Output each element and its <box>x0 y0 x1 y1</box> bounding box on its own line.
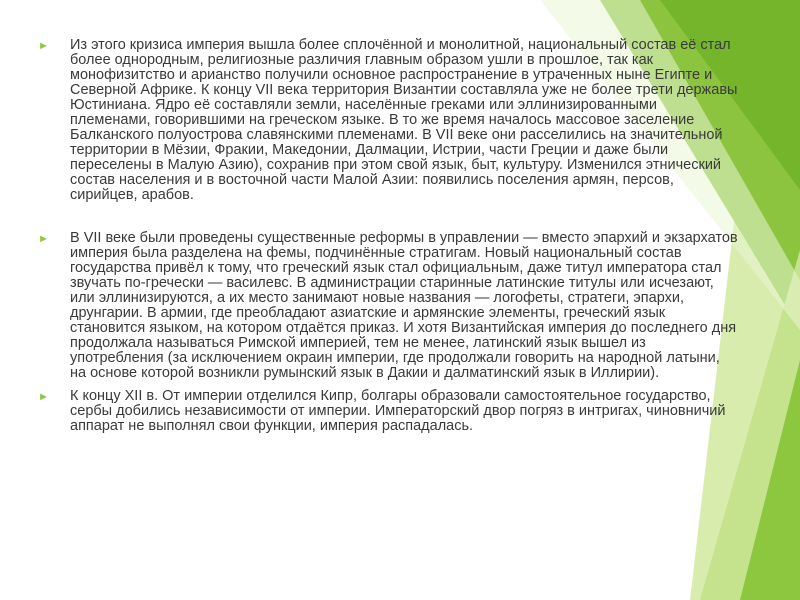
triangle-right-icon: ► <box>38 391 49 403</box>
bullet-paragraph <box>38 231 738 381</box>
paragraph-text: К концу XII в. От империи отделился Кипр, болгары образовали самостоятельное государство, сербы добились независимости от империи. Императорский двор погряз в интригах, чиновничий аппарат не выполнял свои функции, империя распадалась. <box>70 388 726 434</box>
bullet-paragraph <box>38 389 738 434</box>
paragraph-text: Из этого кризиса империя вышла более сплочённой и монолитной, национальный состав её стал более однородным, религиозные различия главным образом ушли в прошлое, так как монофизитство и арианство получили основное распространение в утраченных ныне Египте и Северной Африке. К концу VII века территория Византии составляла уже не более трети державы Юстиниана. Ядро её составляли земли, населённые греками или эллинизированными племенами, говорившими на греческом языке. В то же время началось массовое заселение Балканского полуострова славянскими племенами. В VII веке они расселились на значительной территории в Мёзии, Фракии, Македонии, Далмации, Истрии, части Греции и даже были переселены в Малую Азию), сохранив при этом свой язык, быт, культуру. Изменился этнический состав населения и в восточной части Малой Азии: появились поселения армян, персов, сирийцев, арабов. <box>70 37 738 203</box>
bullet-paragraph <box>38 38 738 203</box>
content-area <box>38 38 738 434</box>
triangle-right-icon: ► <box>38 233 49 245</box>
triangle-right-icon: ► <box>38 40 49 52</box>
paragraph-text: В VII веке были проведены существенные реформы в управлении — вместо эпархий и экзархатов империя была разделена на фемы, подчинённые стратигам. Новый национальный состав государства привёл к тому, что греческий язык стал официальным, даже титул императора стал звучать по-гречески — василевс. В администрации старинные латинские титулы или исчезают, или эллинизируются, а их место занимают новые названия — логофеты, стратеги, эпархи, друнгарии. В армии, где преобладают азиатские и армянские элементы, греческий язык становится языком, на котором отдаётся приказ. И хотя Византийская империя до последнего дня продолжала называться Римской империей, тем не менее, латинский язык вышел из употребления (за исключением окраин империи, где продолжали говорить на народной латыни, на основе которой возникли румынский язык в Дакии и далматинский язык в Иллирии). <box>70 230 738 381</box>
